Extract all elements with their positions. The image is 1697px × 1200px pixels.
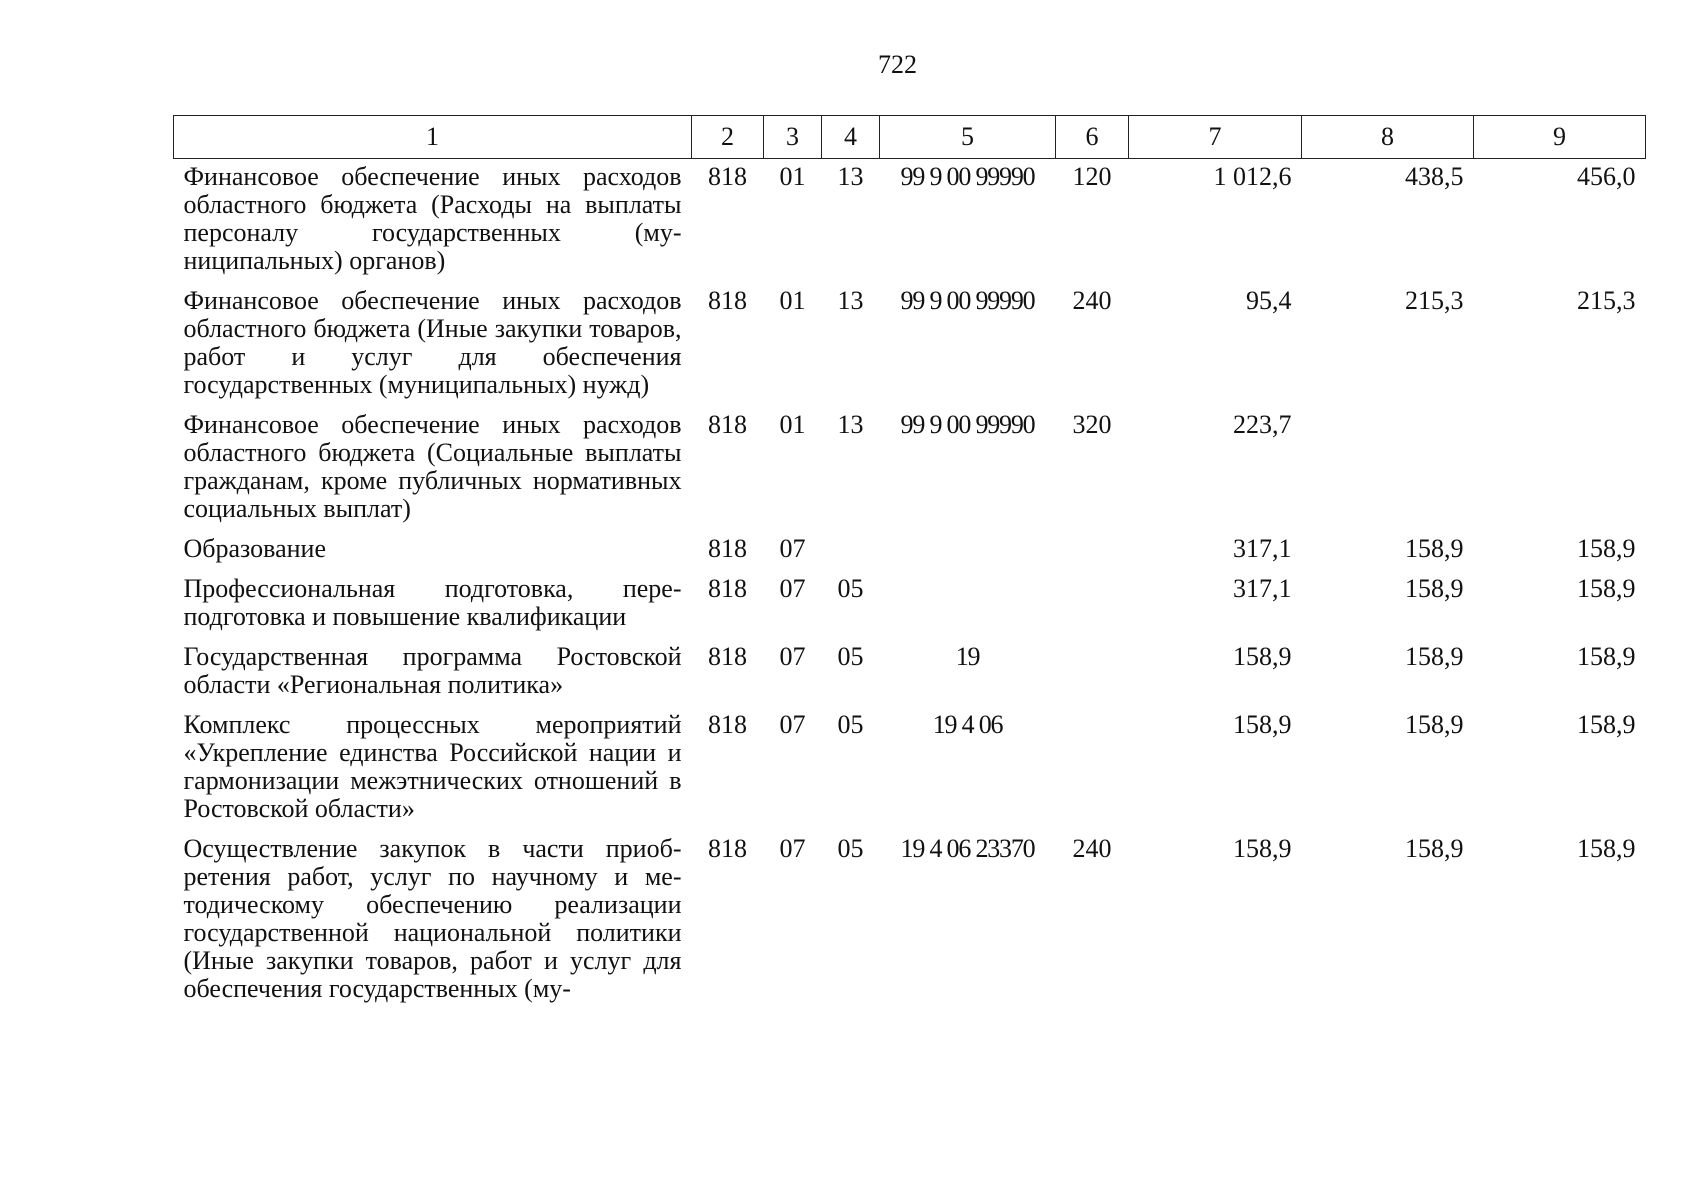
row-value-col7: 158,9 [1233, 710, 1292, 739]
row-section: 01 [779, 410, 806, 439]
row-value-col9: 158,9 [1577, 642, 1636, 671]
row-name: Осуществление закупок в части приобретения работ, услуг по научному и методическому обеспечению реализации государственной национальной политики (Иные закупки товаров, работ и услуг для обеспечения государственных (му- [183, 834, 682, 1003]
budget-table [173, 115, 1646, 1015]
row-target-article: 99 9 00 99990 [900, 410, 1035, 439]
row-expense-type: 240 [1072, 834, 1112, 863]
row-grbs: 818 [708, 642, 747, 671]
header-cell: 2 [692, 116, 764, 159]
header-cell: 5 [880, 116, 1056, 159]
row-target-article: 19 4 06 23370 [900, 834, 1035, 863]
table-row [174, 411, 1646, 535]
row-section: 07 [779, 710, 806, 739]
header-cell: 3 [764, 116, 822, 159]
row-value-col7: 223,7 [1233, 410, 1292, 439]
row-expense-type: 120 [1072, 162, 1112, 191]
table-row [174, 711, 1646, 835]
row-subsection [822, 535, 880, 575]
row-name: Комплекс процессных мероприятий «Укрепление единства Российской нации и гармонизации межэтнических отношений в Ростовской области» [183, 710, 682, 823]
row-grbs: 818 [708, 710, 747, 739]
table-row [174, 575, 1646, 643]
row-value-col9: 158,9 [1577, 710, 1636, 739]
row-value-col9 [1474, 411, 1646, 535]
row-value-col8 [1302, 411, 1474, 535]
row-section: 01 [779, 162, 806, 191]
row-target-article: 99 9 00 99990 [900, 162, 1035, 191]
row-subsection: 13 [837, 410, 864, 439]
row-value-col8: 438,5 [1405, 162, 1464, 191]
row-target-article [880, 535, 1056, 575]
row-expense-type [1056, 711, 1129, 835]
row-target-article: 19 [955, 642, 980, 671]
row-name: Государственная программа Ростовской области «Региональная политика» [183, 642, 682, 699]
table-row [174, 159, 1646, 288]
row-target-article [880, 575, 1056, 643]
row-expense-type [1056, 535, 1129, 575]
row-section: 07 [779, 642, 806, 671]
row-value-col7: 158,9 [1233, 642, 1292, 671]
row-value-col7: 158,9 [1233, 834, 1292, 863]
header-cell: 1 [174, 116, 692, 159]
row-name: Профессиональная подготовка, переподготовка и повышение квалификации [183, 574, 682, 631]
row-grbs: 818 [708, 286, 747, 315]
table-row [174, 643, 1646, 711]
row-expense-type: 240 [1072, 286, 1112, 315]
row-grbs: 818 [708, 834, 747, 863]
header-cell: 9 [1474, 116, 1646, 159]
row-value-col8: 215,3 [1405, 286, 1464, 315]
row-name: Образование [183, 534, 327, 563]
header-cell: 8 [1302, 116, 1474, 159]
row-value-col9: 456,0 [1577, 162, 1636, 191]
row-value-col7: 317,1 [1233, 534, 1292, 563]
header-row [174, 116, 1646, 159]
row-subsection: 05 [837, 642, 864, 671]
row-value-col7: 317,1 [1233, 574, 1292, 603]
row-grbs: 818 [708, 162, 747, 191]
header-cell: 4 [822, 116, 880, 159]
row-name: Финансовое обеспечение иных расходов областного бюджета (Иные закупки товаров, работ и услуг для обеспечения государственных (муниципальных) нужд) [183, 286, 682, 399]
table-row [174, 287, 1646, 411]
row-name: Финансовое обеспечение иных расходов областного бюджета (Социальные выплаты гражданам, кроме публичных нормативных социальных выплат) [183, 410, 682, 523]
row-section: 07 [779, 834, 806, 863]
row-value-col8: 158,9 [1405, 834, 1464, 863]
row-expense-type: 320 [1072, 410, 1112, 439]
row-expense-type [1056, 643, 1129, 711]
row-subsection: 13 [837, 286, 864, 315]
row-subsection: 13 [837, 162, 864, 191]
row-section: 01 [779, 286, 806, 315]
row-expense-type [1056, 575, 1129, 643]
row-value-col8: 158,9 [1405, 574, 1464, 603]
row-value-col9: 215,3 [1577, 286, 1636, 315]
row-value-col7: 95,4 [1246, 286, 1292, 315]
row-value-col8: 158,9 [1405, 534, 1464, 563]
row-name: Финансовое обеспечение иных расходов областного бюджета (Расходы на выплаты персоналу государственных (муниципальных) органов) [183, 162, 682, 275]
row-value-col7: 1 012,6 [1213, 162, 1292, 191]
row-subsection: 05 [837, 710, 864, 739]
row-value-col9: 158,9 [1577, 574, 1636, 603]
table-row [174, 535, 1646, 575]
row-section: 07 [779, 574, 806, 603]
row-target-article: 19 4 06 [932, 710, 1003, 739]
row-value-col8: 158,9 [1405, 710, 1464, 739]
page-number: 722 [878, 50, 917, 79]
row-grbs: 818 [708, 574, 747, 603]
header-cell: 7 [1129, 116, 1302, 159]
row-value-col8: 158,9 [1405, 642, 1464, 671]
row-section: 07 [779, 534, 806, 563]
row-value-col9: 158,9 [1577, 834, 1636, 863]
row-subsection: 05 [837, 834, 864, 863]
row-grbs: 818 [708, 410, 747, 439]
table-row [174, 835, 1646, 1015]
row-target-article: 99 9 00 99990 [900, 286, 1035, 315]
row-value-col9: 158,9 [1577, 534, 1636, 563]
row-subsection: 05 [837, 574, 864, 603]
header-cell: 6 [1056, 116, 1129, 159]
row-grbs: 818 [708, 534, 747, 563]
